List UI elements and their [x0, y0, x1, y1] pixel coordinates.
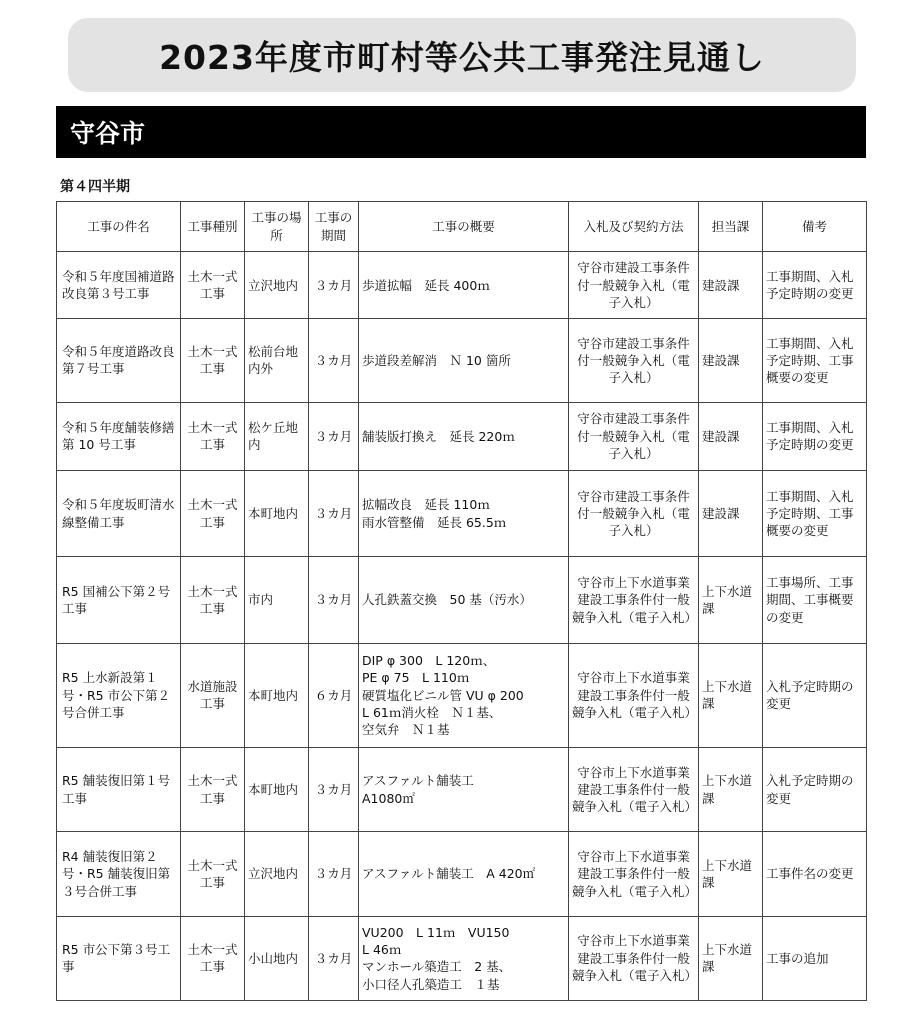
cell-dept: 上下水道課: [699, 832, 763, 916]
cell-method: 守谷市上下水道事業建設工事条件付一般競争入札（電子入札）: [569, 916, 699, 1000]
table-row: [57, 916, 867, 1000]
cell-type: 土木一式工事: [181, 832, 245, 916]
cell-period: ３カ月: [309, 252, 359, 319]
cell-period: ３カ月: [309, 916, 359, 1000]
city-name: 守谷市: [70, 119, 146, 148]
cell-summary: 拡幅改良 延長 110ｍ 雨水管整備 延長 65.5ｍ: [359, 470, 569, 556]
cell-dept: 上下水道課: [699, 916, 763, 1000]
cell-name: R5 市公下第３号工事: [57, 916, 181, 1000]
cell-period: ６カ月: [309, 643, 359, 747]
cell-method: 守谷市建設工事条件付一般競争入札（電子入札）: [569, 402, 699, 470]
table-header-row: [57, 202, 867, 252]
cell-period: ３カ月: [309, 747, 359, 831]
cell-note: 工事の追加: [763, 916, 867, 1000]
cell-type: 土木一式工事: [181, 916, 245, 1000]
cell-dept: 上下水道課: [699, 643, 763, 747]
cell-place: 立沢地内: [245, 252, 309, 319]
table-row: [57, 643, 867, 747]
column-header: 担当課: [699, 202, 763, 252]
cell-method: 守谷市建設工事条件付一般競争入札（電子入札）: [569, 252, 699, 319]
table-body: [57, 252, 867, 1001]
cell-method: 守谷市建設工事条件付一般競争入札（電子入札）: [569, 470, 699, 556]
cell-summary: VU200 L 11ｍ VU150 L 46ｍ マンホール築造工 2 基、 小口径人孔築造工 １基: [359, 916, 569, 1000]
cell-method: 守谷市建設工事条件付一般競争入札（電子入札）: [569, 319, 699, 402]
column-header: 工事の場所: [245, 202, 309, 252]
cell-place: 立沢地内: [245, 832, 309, 916]
cell-note: 工事期間、入札予定時期、工事概要の変更: [763, 319, 867, 402]
table-row: [57, 402, 867, 470]
table-row: [57, 319, 867, 402]
cell-name: 令和５年度舗装修繕第 10 号工事: [57, 402, 181, 470]
table-row: [57, 832, 867, 916]
cell-place: 市内: [245, 557, 309, 643]
cell-place: 本町地内: [245, 470, 309, 556]
cell-note: 工事期間、入札予定時期の変更: [763, 252, 867, 319]
column-header: 工事の期間: [309, 202, 359, 252]
cell-type: 土木一式工事: [181, 557, 245, 643]
cell-dept: 建設課: [699, 470, 763, 556]
cell-name: R5 国補公下第２号工事: [57, 557, 181, 643]
cell-summary: DIP φ 300 L 120ｍ、 PE φ 75 L 110ｍ 硬質塩化ビニル管 VU φ 200 L 61ｍ消火栓 Ｎ１基、 空気弁 Ｎ１基: [359, 643, 569, 747]
column-header: 工事種別: [181, 202, 245, 252]
cell-type: 水道施設工事: [181, 643, 245, 747]
cell-dept: 建設課: [699, 319, 763, 402]
cell-note: 工事場所、工事期間、工事概要の変更: [763, 557, 867, 643]
cell-name: R5 舗装復旧第１号工事: [57, 747, 181, 831]
cell-method: 守谷市上下水道事業建設工事条件付一般競争入札（電子入札）: [569, 557, 699, 643]
construction-schedule-table: [56, 201, 867, 1001]
cell-place: 松ケ丘地内: [245, 402, 309, 470]
cell-dept: 上下水道課: [699, 557, 763, 643]
cell-place: 松前台地内外: [245, 319, 309, 402]
cell-name: R5 上水新設第１号・R5 市公下第２号合併工事: [57, 643, 181, 747]
cell-note: 入札予定時期の変更: [763, 747, 867, 831]
cell-name: R4 舗装復旧第２号・R5 舗装復旧第３号合併工事: [57, 832, 181, 916]
cell-method: 守谷市上下水道事業建設工事条件付一般競争入札（電子入札）: [569, 832, 699, 916]
cell-type: 土木一式工事: [181, 747, 245, 831]
table-row: [57, 557, 867, 643]
cell-place: 本町地内: [245, 643, 309, 747]
page-title: 2023年度市町村等公共工事発注見通し: [159, 37, 765, 77]
cell-dept: 上下水道課: [699, 747, 763, 831]
column-header: 工事の件名: [57, 202, 181, 252]
cell-type: 土木一式工事: [181, 252, 245, 319]
cell-name: 令和５年度坂町清水線整備工事: [57, 470, 181, 556]
cell-type: 土木一式工事: [181, 402, 245, 470]
cell-type: 土木一式工事: [181, 319, 245, 402]
cell-method: 守谷市上下水道事業建設工事条件付一般競争入札（電子入札）: [569, 643, 699, 747]
cell-summary: アスファルト舗装工 A 420㎡: [359, 832, 569, 916]
table-row: [57, 747, 867, 831]
cell-summary: 歩道拡幅 延長 400ｍ: [359, 252, 569, 319]
cell-note: 入札予定時期の変更: [763, 643, 867, 747]
table-row: [57, 252, 867, 319]
cell-summary: 舗装版打換え 延長 220ｍ: [359, 402, 569, 470]
cell-summary: 人孔鉄蓋交換 50 基（汚水）: [359, 557, 569, 643]
cell-period: ３カ月: [309, 319, 359, 402]
cell-note: 工事期間、入札予定時期、工事概要の変更: [763, 470, 867, 556]
cell-summary: アスファルト舗装工 A1080㎡: [359, 747, 569, 831]
cell-period: ３カ月: [309, 470, 359, 556]
column-header: 工事の概要: [359, 202, 569, 252]
cell-place: 小山地内: [245, 916, 309, 1000]
quarter-label: 第４四半期: [60, 179, 130, 195]
cell-summary: 歩道段差解消 Ｎ 10 箇所: [359, 319, 569, 402]
cell-name: 令和５年度道路改良第７号工事: [57, 319, 181, 402]
cell-name: 令和５年度国補道路改良第３号工事: [57, 252, 181, 319]
table-row: [57, 470, 867, 556]
column-header: 備考: [763, 202, 867, 252]
cell-period: ３カ月: [309, 557, 359, 643]
city-header-bar: [56, 106, 866, 158]
title-banner: [68, 18, 856, 92]
cell-method: 守谷市上下水道事業建設工事条件付一般競争入札（電子入札）: [569, 747, 699, 831]
cell-period: ３カ月: [309, 402, 359, 470]
cell-type: 土木一式工事: [181, 470, 245, 556]
cell-dept: 建設課: [699, 252, 763, 319]
cell-place: 本町地内: [245, 747, 309, 831]
cell-note: 工事件名の変更: [763, 832, 867, 916]
column-header: 入札及び契約方法: [569, 202, 699, 252]
cell-note: 工事期間、入札予定時期の変更: [763, 402, 867, 470]
cell-dept: 建設課: [699, 402, 763, 470]
cell-period: ３カ月: [309, 832, 359, 916]
